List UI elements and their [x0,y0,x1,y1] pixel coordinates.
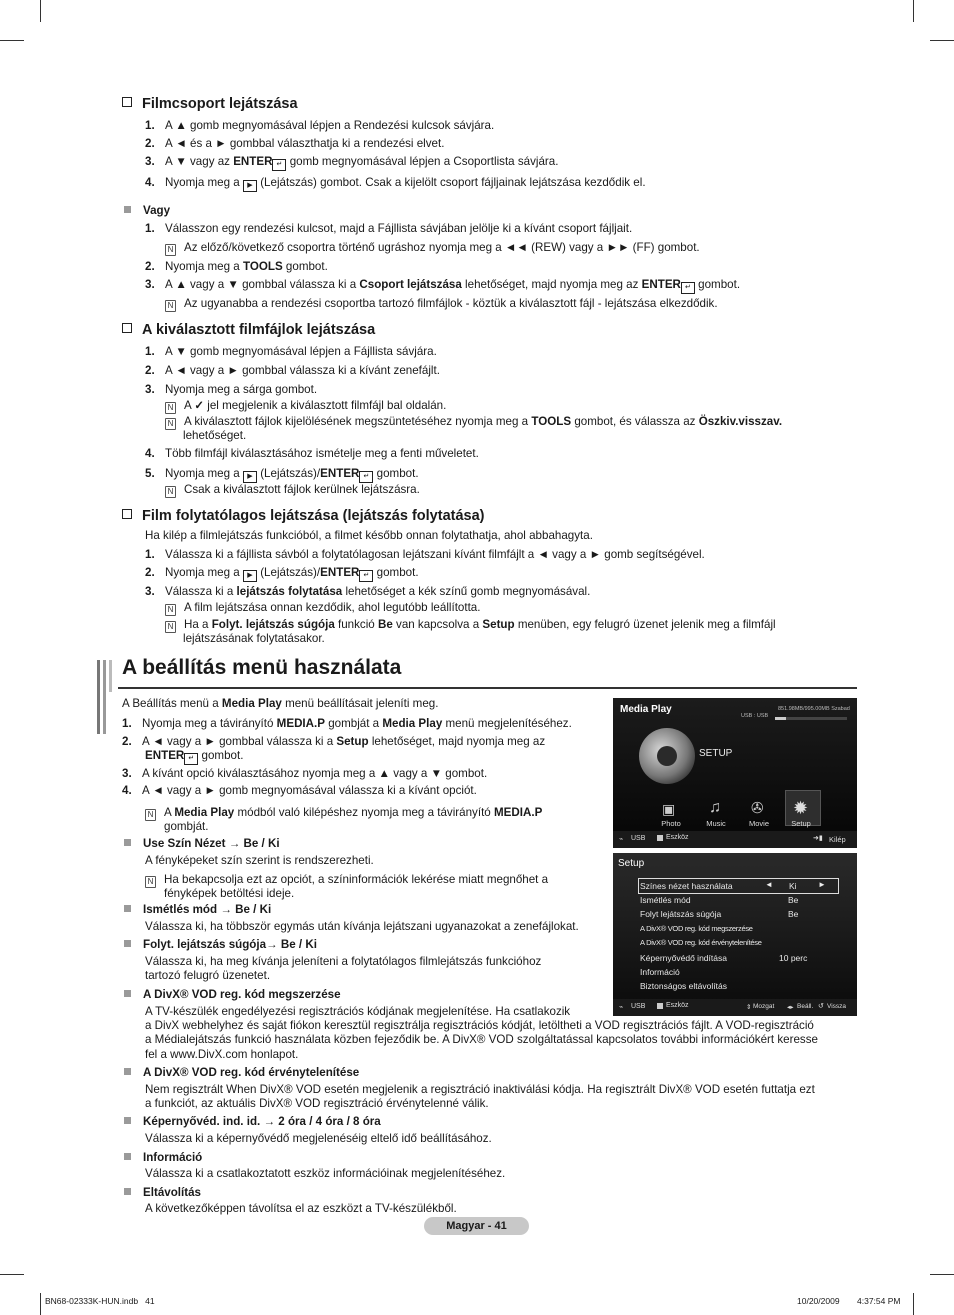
enter-icon: ↵ [681,282,695,294]
setup-option[interactable]: A DivX® VOD reg. kód megszerzése [640,924,753,933]
print-footer-file: BN68-02333K-HUN.indb 41 [45,1296,155,1306]
note: N Csak a kiválasztott fájlok kerülnek lejátszásra. [165,483,420,498]
play-icon: ▶ [243,180,257,192]
setup-option[interactable]: Képernyővédő indítása [640,953,727,963]
enter-icon: ↵ [359,570,373,582]
up-down-icon: ⇕ [746,1004,752,1011]
usb-icon: ⌁ [619,1004,624,1011]
feature-text: Nem regisztrált When DivX® VOD esetén megjelenik a regisztráció inaktiválási kódja. Ha regisztrált DivX® VOD esetén futtatja ezt [145,1083,815,1096]
screen-title: Setup [618,858,645,869]
enter-icon: ↵ [184,753,198,765]
storage-bar [775,717,847,720]
menu-icon-label: Photo [661,819,681,828]
step: 2. A ◄ vagy a ► gombbal válassza ki a Setup lehetőséget, majd nyomja meg az [122,735,546,748]
title-bar-decoration [97,660,100,734]
screen-title: Media Play [620,704,672,715]
checkbox-bullet-icon [122,323,132,333]
note-icon: N [165,486,176,498]
crop-mark [40,0,41,22]
device-button-icon [657,1003,663,1009]
checkbox-bullet-icon [122,509,132,519]
setup-option-value: Be [788,895,799,905]
crop-mark [930,1274,954,1275]
note: N Az előző/következő csoportra történő ugráshoz nyomja meg a ◄◄ (REW) vagy a ►► (FF) gombot. [165,241,700,256]
gear-icon [639,728,695,784]
square-bullet-icon [124,206,131,213]
note: N A ✓ jel megjelenik a kiválasztott filmfájl bal oldalán. [165,399,446,414]
square-bullet-icon [124,940,131,947]
note-icon: N [165,300,176,312]
square-bullet-icon [124,1068,131,1075]
music-icon[interactable]: ♫ [709,799,721,816]
crop-mark [913,0,914,22]
step: 2. Nyomja meg a ▶ (Lejátszás)/ENTER ↵ gombot. [145,566,419,582]
setup-option-value: Ki [789,881,797,891]
crop-mark [913,1293,914,1315]
storage-info: 851.98MB/995.00MB Szabad [778,706,850,712]
title-bar-decoration [109,660,112,692]
crop-mark [0,40,24,41]
feature-heading: A DivX® VOD reg. kód megszerzése [124,988,341,1002]
crop-mark [0,1274,24,1275]
setup-option[interactable]: A DivX® VOD reg. kód érvénytelenítése [640,938,762,947]
square-bullet-icon [124,1117,131,1124]
step: 1. A ▼ gomb megnyomásával lépjen a Fájllista sávjára. [145,345,437,358]
footer-device: Eszköz [666,834,689,841]
play-icon: ▶ [243,570,257,582]
step: 2. Nyomja meg a TOOLS gombot. [145,260,328,273]
step: 5. Nyomja meg a ▶ (Lejátszás)/ENTER ↵ gombot. [145,467,419,483]
feature-heading: Információ [124,1151,202,1165]
setup-option[interactable]: Folyt lejátszás súgója [640,909,722,919]
step: 4. Nyomja meg a ▶ (Lejátszás) gombot. Csak a kijelölt csoport fájljainak lejátszása kezdődik el. [145,176,646,192]
device-button-icon [657,835,663,841]
note: N A kiválasztott fájlok kijelölésének megszüntetéséhez nyomja meg a TOOLS gombot, és válassza az Öszkiv.visszav. [165,415,782,430]
paragraph: A Beállítás menü a Media Play menü beállításait jeleníti meg. [122,697,439,710]
feature-item: Vagy [124,204,170,218]
note-icon: N [165,402,176,414]
step: 4. A ◄ vagy a ► gomb megnyomásával válassza ki a kívánt opciót. [122,784,477,797]
left-arrow-icon[interactable]: ◄ [765,880,773,889]
step: 3. A ▲ vagy a ▼ gombbal válassza ki a Csoport lejátszása lehetőséget, majd nyomja meg az ENTER ↵ gombot. [145,278,740,294]
setup-option-value: Be [788,909,799,919]
gear-icon: ✹ [793,798,809,818]
footer-usb: USB [631,835,646,842]
note-icon: N [145,876,156,888]
note-icon: N [165,604,176,616]
footer-usb: USB [631,1003,646,1010]
section-heading: Filmcsoport lejátszása [122,96,298,112]
play-icon: ▶ [243,471,257,483]
note: N Ha bekapcsolja ezt az opciót, a színinformációk lekérése miatt megnőhet a [145,873,548,888]
note: N A Media Play módból való kilépéshez nyomja meg a távirányító MEDIA.P [145,806,542,821]
setup-option[interactable]: Információ [640,967,680,977]
screen-footer [613,831,857,848]
feature-text: Válassza ki a képernyővédő megjelenéséig eltelő idő beállításához. [145,1132,492,1145]
feature-text: tartozó felugró üzenetet. [145,969,271,982]
feature-text: a funkciót, az aktuális DivX® VOD regisztráció érvénytelenné válik. [145,1097,489,1110]
step: 3. A ▼ vagy az ENTER ↵ gomb megnyomásával lépjen a Csoportlista sávjára. [145,155,558,171]
square-bullet-icon [124,839,131,846]
photo-icon[interactable]: ▣ [662,801,676,817]
note-continuation: fényképek betöltési ideje. [164,887,295,900]
step: 1. A ▲ gomb megnyomásával lépjen a Rendezési kulcsok sávjára. [145,119,495,132]
feature-text: Válassza ki, ha meg kívánja jeleníteni a folytatólagos filmlejátszás funkcióhoz [145,955,542,968]
menu-icon-label: Setup [791,819,811,828]
square-bullet-icon [124,1188,131,1195]
note: N A film lejátszása onnan kezdődik, ahol legutóbb leállította. [165,601,480,616]
feature-text: Válassza ki, ha többször egymás után kívánja lejátszani ugyanazokat a zenefájlokat. [145,920,579,933]
feature-heading: Képernyővéd. ind. id. → 2 óra / 4 óra / 8 óra [124,1115,381,1129]
note-continuation: gombját. [164,820,209,833]
step-continuation: ENTER ↵ gombot. [145,749,243,765]
feature-text: Válassza ki a csatlakoztatott eszköz információinak megjelenítéséhez. [145,1167,506,1180]
menu-icon-label: Music [706,819,726,828]
note-icon: N [165,621,176,633]
page-number-badge: Magyar - 41 [424,1217,529,1235]
title-bar-decoration [103,660,106,734]
footer-move: Mozgat [753,1003,775,1010]
crop-mark [930,40,954,41]
note-icon: N [165,244,176,256]
checkmark-icon: ✓ [194,399,205,412]
return-icon: ↺ [818,1003,824,1010]
enter-icon: ↵ [272,159,286,171]
usb-icon: ⌁ [619,836,624,843]
feature-text: A következőképpen távolítsa el az eszközt a TV-készülékből. [145,1202,457,1215]
screen-footer [613,999,857,1016]
footer-set: Beáll. [797,1003,814,1010]
setup-option[interactable]: Ismétlés mód [640,895,691,905]
paragraph: Ha kilép a filmlejátszás funkcióból, a filmet később onnan folytathatja, ahol abbahagyta. [145,529,593,542]
square-bullet-icon [124,905,131,912]
step: 3. Nyomja meg a sárga gombot. [145,383,318,396]
storage-bar-fill [775,717,786,720]
square-bullet-icon [124,990,131,997]
feature-heading: Use Szín Nézet → Be / Ki [124,837,280,851]
step: 4. Több filmfájl kiválasztásához ismételje meg a fenti műveletet. [145,447,479,460]
step: 1. Válasszon egy rendezési kulcsot, majd a Fájllista sávjában jelölje ki a kívánt csoport fájljait. [145,222,633,235]
feature-heading: Ismétlés mód → Be / Ki [124,903,271,917]
step: 1. Nyomja meg a távirányító MEDIA.P gombját a Media Play menü megjelenítéséhez. [122,717,572,730]
section-heading: Film folytatólagos lejátszása (lejátszás folytatása) [122,508,484,524]
setup-label: SETUP [699,748,733,759]
print-footer-time: 4:37:54 PM [857,1296,901,1306]
step: 1. Válassza ki a fájllista sávból a folytatólagosan lejátszani kívánt filmfájlt a ◄ vagy a ► gomb segítségével. [145,548,705,561]
section-heading: A kiválasztott filmfájlok lejátszása [122,322,375,338]
step: 3. A kívánt opció kiválasztásához nyomja meg a ▲ vagy a ▼ gombot. [122,767,488,780]
right-arrow-icon[interactable]: ► [818,880,826,889]
checkbox-bullet-icon [122,97,132,107]
note-icon: N [165,418,176,430]
feature-text: a DivX webhelyhez és saját fiókon keresztül regisztrálja regisztrációs kódját, letöltheti a VOD regisztrációs fájlt. A VOD-regisztráció [145,1019,814,1032]
step: 2. A ◄ vagy a ► gombbal válassza ki a kívánt zenefájlt. [145,364,440,377]
feature-heading: Folyt. lejátszás súgója→ Be / Ki [124,938,317,952]
setup-option-value: 10 perc [779,953,808,963]
enter-icon: ↵ [359,471,373,483]
feature-heading: Eltávolítás [124,1186,201,1200]
setup-option[interactable]: Biztonságos eltávolítás [640,981,727,991]
footer-device: Eszköz [666,1002,689,1009]
footer-exit: Kilép [829,835,846,844]
square-bullet-icon [124,1153,131,1160]
print-footer-date: 10/20/2009 [797,1296,840,1306]
crop-mark [40,1293,41,1315]
page-title: A beállítás menü használata [122,656,402,679]
left-right-icon: ◂▸ [787,1004,794,1011]
exit-icon: ➜▮ [813,835,823,842]
feature-text: A fényképeket szín szerint is rendszerezheti. [145,854,374,867]
device-info: USB : USB [741,713,769,719]
note-icon: N [145,809,156,821]
media-play-screen [613,698,857,848]
note-continuation: lejátszásának folytatásakor. [183,632,325,645]
menu-icon-label: Movie [748,819,769,828]
note: N Ha a Folyt. lejátszás súgója funkció Be van kapcsolva a Setup menüben, egy felugró üzenet jelenik meg a filmfájl [165,618,776,633]
feature-text: A TV-készülék engedélyezési regisztrációs kódjának megjelenítése. Ha csatlakozik [145,1005,571,1018]
footer-back: Vissza [827,1003,847,1010]
movie-icon[interactable]: ✇ [751,800,764,817]
note: N Az ugyanabba a rendezési csoportba tartozó filmfájlok - köztük a kiválasztott fájl - lejátszása elkezdődik. [165,297,718,312]
feature-text: a Médialejátszás funkció használata közben fejeződik be. A DivX® VOD szolgáltatással kapcsolatos további információkért keresse [145,1033,818,1046]
note-continuation: lehetőséget. [183,429,247,442]
feature-text: fel a www.DivX.com honlapot. [145,1048,299,1061]
setup-menu-screen [613,853,857,1016]
feature-heading: A DivX® VOD reg. kód érvénytelenítése [124,1066,359,1080]
setup-option[interactable]: Színes nézet használata [640,881,733,891]
step: 2. A ◄ és a ► gombbal választhatja ki a rendezési elvet. [145,137,445,150]
step: 3. Válassza ki a lejátszás folytatása lehetőséget a kék színű gomb megnyomásával. [145,585,591,598]
title-rule [118,687,857,689]
